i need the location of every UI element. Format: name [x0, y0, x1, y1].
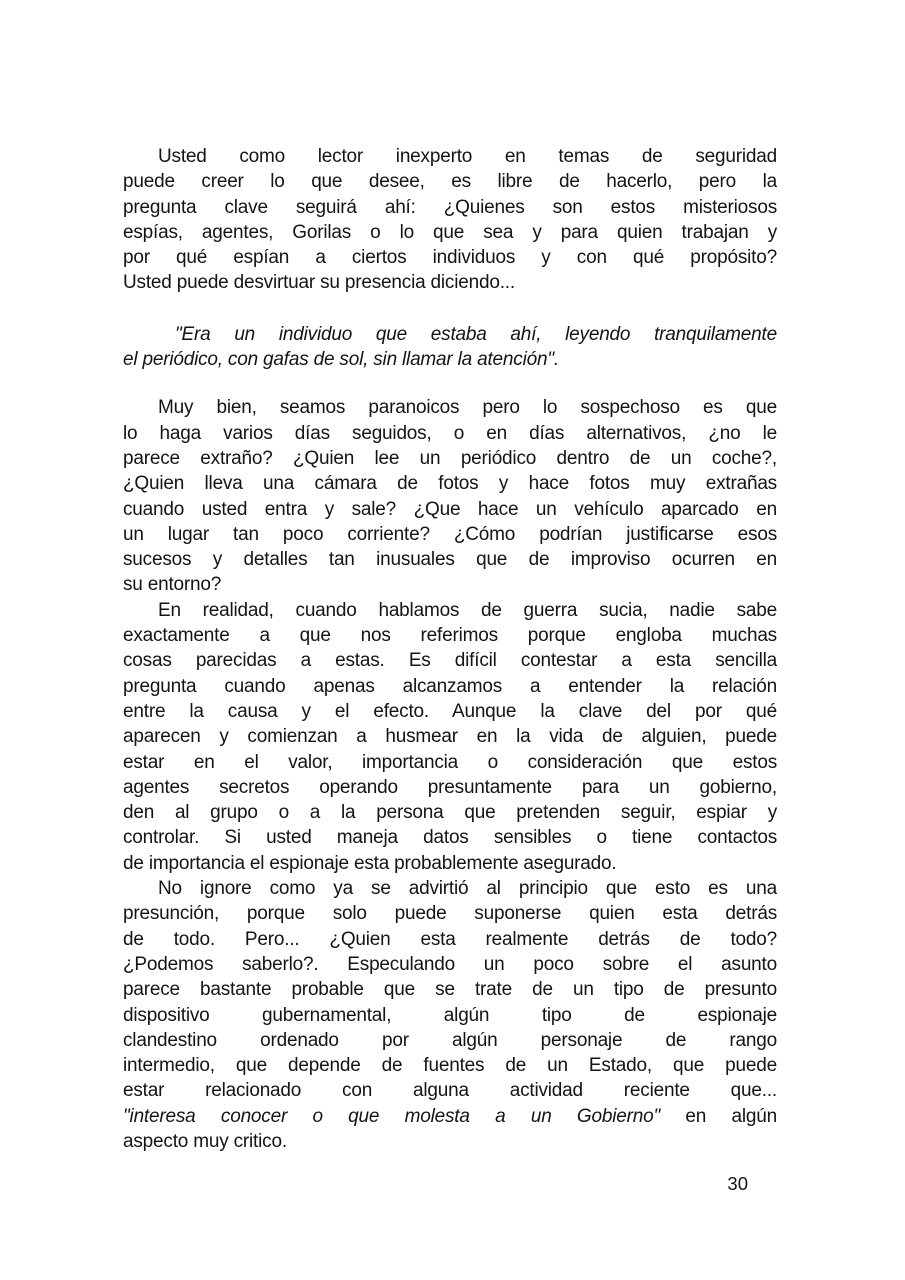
paragraph-dirty-war — [123, 598, 777, 876]
block-quote — [123, 322, 777, 373]
text-line: Usted puede desvirtuar su presencia diciendo... — [123, 272, 515, 294]
text-line: pregunta cuando apenas alcanzamos a entender la relación — [123, 675, 777, 697]
text-line: entre la causa y el efecto. Aunque la clave del por qué — [123, 700, 777, 722]
paragraph-intro — [123, 144, 777, 296]
text-line: aspecto muy critico. — [123, 1130, 287, 1152]
text-line: parece bastante probable que se trate de un tipo de presunto — [123, 979, 777, 1001]
text-line: den al grupo o a la persona que pretenden seguir, espiar y — [123, 802, 777, 824]
text-block — [123, 144, 777, 1154]
text-line: puede creer lo que desee, es libre de hacerlo, pero la — [123, 171, 777, 193]
text-line: estar en el valor, importancia o consideración que estos — [123, 751, 777, 773]
text-line: por qué espían a ciertos individuos y con qué propósito? — [123, 247, 777, 269]
text-line: cuando usted entra y sale? ¿Que hace un vehículo aparcado en — [123, 498, 777, 520]
inline-quote: "interesa conocer o que molesta a un Gobierno" — [123, 1105, 661, 1127]
text-line-mixed — [123, 1104, 777, 1129]
text-line: clandestino ordenado por algún personaje de rango — [123, 1029, 777, 1051]
text-line: ¿Podemos saberlo?. Especulando un poco sobre el asunto — [123, 953, 777, 975]
text-line: agentes secretos operando presuntamente para un gobierno, — [123, 776, 777, 798]
text-line: sucesos y detalles tan inusuales que de improviso ocurren en — [123, 549, 777, 571]
text-line: un lugar tan poco corriente? ¿Cómo podrían justificarse esos — [123, 523, 777, 545]
page-number: 30 — [727, 1173, 748, 1194]
text-line: exactamente a que nos referimos porque engloba muchas — [123, 625, 777, 647]
paragraph-presumption — [123, 876, 777, 1154]
text-line: No ignore como ya se advirtió al principio que esto es una — [158, 878, 777, 900]
text-line: Usted como lector inexperto en temas de seguridad — [158, 146, 777, 167]
text-line: espías, agentes, Gorilas o lo que sea y para quien trabajan y — [123, 221, 777, 243]
text-line: controlar. Si usted maneja datos sensibles o tiene contactos — [123, 827, 777, 849]
text-line: Muy bien, seamos paranoicos pero lo sospechoso es que — [158, 397, 777, 419]
inline-quote-tail: en algún — [685, 1105, 777, 1127]
text-line: lo haga varios días seguidos, o en días alternativos, ¿no le — [123, 422, 777, 444]
text-line: parece extraño? ¿Quien lee un periódico dentro de un coche?, — [123, 447, 777, 469]
text-line: estar relacionado con alguna actividad reciente que... — [123, 1080, 777, 1102]
text-line: aparecen y comienzan a husmear en la vida de alguien, puede — [123, 726, 777, 748]
text-line: En realidad, cuando hablamos de guerra sucia, nadie sabe — [158, 599, 777, 621]
text-line: dispositivo gubernamental, algún tipo de espionaje — [123, 1004, 777, 1026]
text-line: presunción, porque solo puede suponerse quien esta detrás — [123, 903, 777, 925]
text-line: intermedio, que depende de fuentes de un Estado, que puede — [123, 1055, 777, 1077]
text-line: de todo. Pero... ¿Quien esta realmente detrás de todo? — [123, 928, 777, 950]
paragraph-suspicion — [123, 395, 777, 597]
text-line: cosas parecidas a estas. Es difícil contestar a esta sencilla — [123, 650, 777, 672]
text-line: "Era un individuo que estaba ahí, leyendo tranquilamente — [175, 323, 777, 345]
text-line: su entorno? — [123, 574, 222, 596]
text-line: ¿Quien lleva una cámara de fotos y hace fotos muy extrañas — [123, 473, 777, 495]
text-line: pregunta clave seguirá ahí: ¿Quienes son estos misteriosos — [123, 196, 777, 218]
text-line: el periódico, con gafas de sol, sin llamar la atención". — [123, 349, 559, 371]
text-line: de importancia el espionaje esta probablemente asegurado. — [123, 852, 617, 874]
